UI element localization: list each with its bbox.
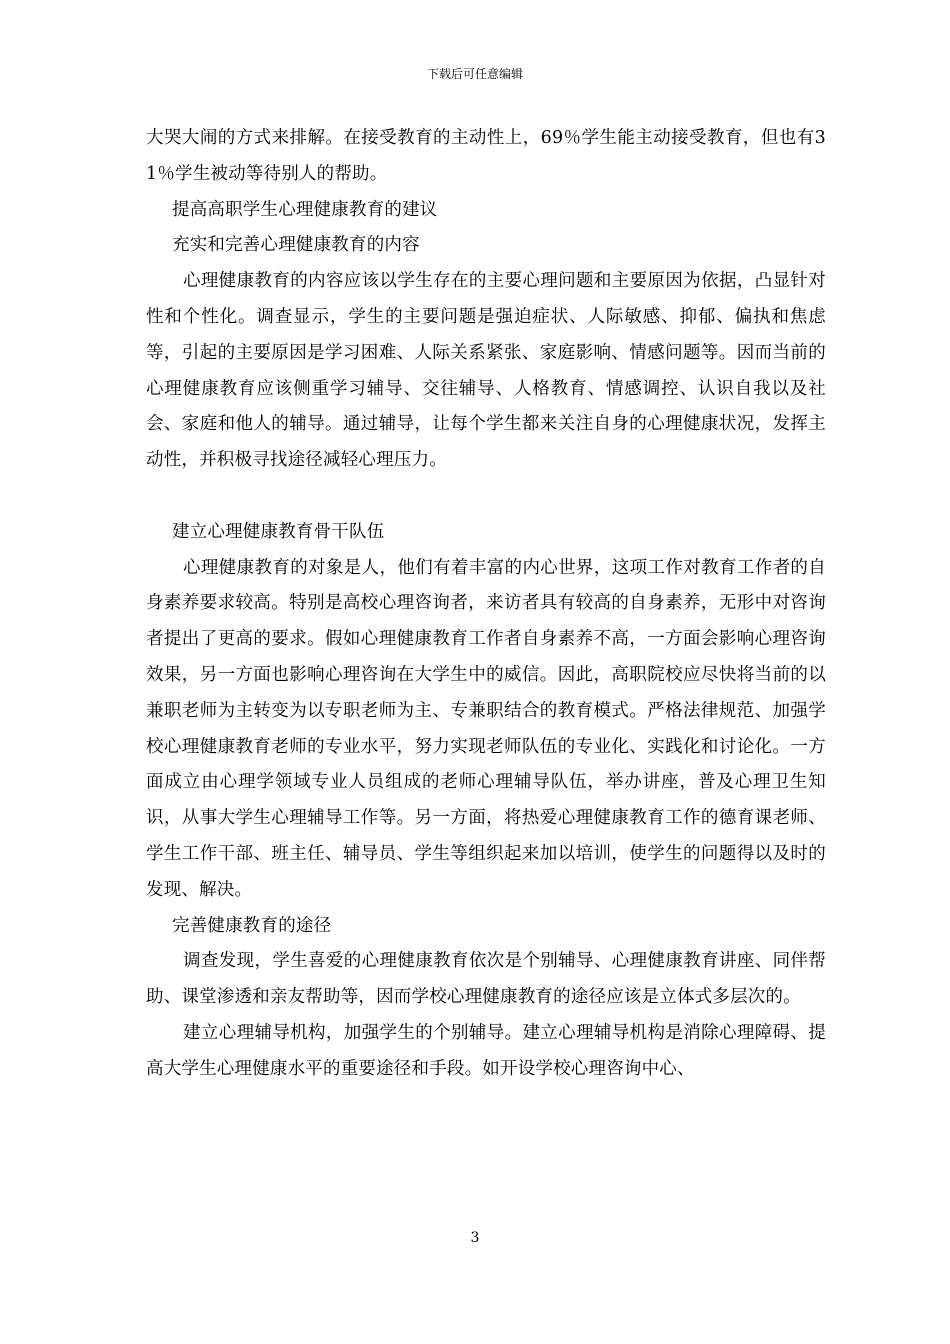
document-body bbox=[146, 121, 826, 1088]
section-heading-suggestions: 提高高职学生心理健康教育的建议 bbox=[172, 199, 438, 220]
paragraph-approach: 调查发现，学生喜爱的心理健康教育依次是个别辅导、心理健康教育讲座、同伴帮助、课堂渗透和亲友帮助等，因而学校心理健康教育的途径应该是立体式多层次的。 bbox=[146, 951, 826, 1008]
page-header: 下载后可任意编辑 bbox=[426, 67, 523, 81]
paragraph-continuation: 大哭大闹的方式来排解。在接受教育的主动性上，69％学生能主动接受教育，但也有31％学生被动等待别人的帮助。 bbox=[146, 128, 826, 184]
paragraph-content: 心理健康教育的内容应该以学生存在的主要心理问题和主要原因为依据，凸显针对性和个性化。调查显示，学生的主要问题是强迫症状、人际敏感、抑郁、偏执和焦虑等，引起的主要原因是学习困难、人际关系紧张、家庭影响、情感问题等。因而当前的心理健康教育应该侧重学习辅导、交往辅导、人格教育、情感调控、认识自我以及社会、家庭和他人的辅导。通过辅导，让每个学生都来关注自身的心理健康状况，发挥主动性，并积极寻找途径减轻心理压力。 bbox=[146, 271, 826, 471]
paragraph-gap bbox=[146, 479, 826, 515]
paragraph-team: 心理健康教育的对象是人，他们有着丰富的内心世界，这项工作对教育工作者的自身素养要求较高。特别是高校心理咨询者，来访者具有较高的自身素养，无形中对咨询者提出了更高的要求。假如心理健康教育工作者自身素养不高，一方面会影响心理咨询效果，另一方面也影响心理咨询在大学生中的威信。因此，高职院校应尽快将当前的以兼职老师为主转变为以专职老师为主、专兼职结合的教育模式。严格法律规范、加强学校心理健康教育老师的专业水平，努力实现老师队伍的专业化、实践化和讨论化。一方面成立由心理学领域专业人员组成的老师心理辅导队伍，举办讲座，普及心理卫生知识，从事大学生心理辅导工作等。另一方面，将热爱心理健康教育工作的德育课老师、学生工作干部、班主任、辅导员、学生等组织起来加以培训，使学生的问题得以及时的发现、解决。 bbox=[146, 557, 826, 900]
subsection-heading-team: 建立心理健康教育骨干队伍 bbox=[172, 521, 385, 542]
subsection-heading-approach: 完善健康教育的途径 bbox=[172, 915, 332, 936]
paragraph-counseling: 建立心理辅导机构，加强学生的个别辅导。建立心理辅导机构是消除心理障碍、提高大学生心理健康水平的重要途径和手段。如开设学校心理咨询中心、 bbox=[146, 1022, 826, 1079]
subsection-heading-content: 充实和完善心理健康教育的内容 bbox=[172, 235, 420, 256]
page-number: 3 bbox=[470, 1230, 480, 1246]
